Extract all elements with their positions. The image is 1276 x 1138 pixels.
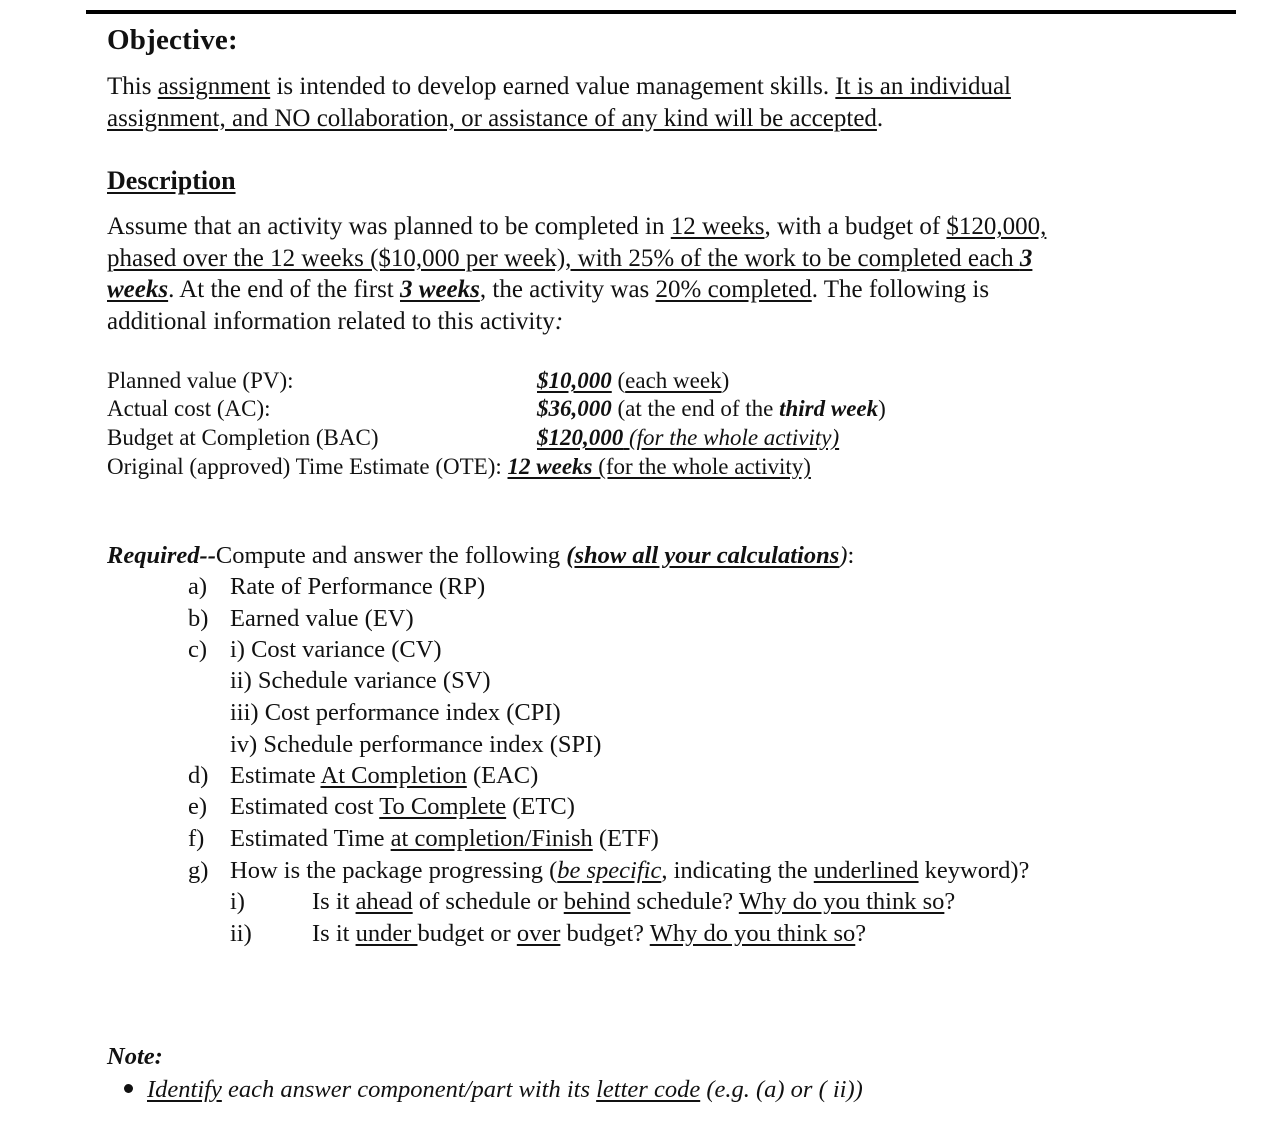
list-item-c-iv: iv) Schedule performance index (SPI): [230, 731, 602, 758]
note-heading: Note:: [107, 1043, 163, 1070]
list-item-c-letter: c): [188, 636, 208, 663]
objective-paragraph: [107, 71, 1207, 134]
pv-label: Planned value (PV):: [107, 368, 294, 393]
top-horizontal-rule: [86, 10, 1236, 14]
list-item-d-letter: d): [188, 762, 209, 789]
description-line-1: Assume that an activity was planned to be completed in 12 weeks, with a budget of $120,000,: [107, 213, 1047, 240]
required-lead: Required--Compute and answer the following (show all your calculations):: [107, 542, 855, 569]
ac-label: Actual cost (AC):: [107, 396, 271, 421]
ote-value: 12 weeks: [507, 454, 593, 479]
list-item-c-i: i) Cost variance (CV): [230, 636, 442, 663]
list-item-e-text: Estimated cost To Complete (ETC): [230, 793, 575, 820]
list-item-g-letter: g): [188, 857, 209, 884]
description-paragraph: [107, 211, 1237, 337]
list-item-g-ii-letter: ii): [230, 920, 252, 947]
list-item-a-text: Rate of Performance (RP): [230, 573, 486, 600]
list-item-b-letter: b): [188, 605, 209, 632]
pv-row: [107, 366, 294, 395]
list-item-e-letter: e): [188, 793, 208, 820]
list-item-g-i-letter: i): [230, 888, 245, 915]
list-item-f-letter: f): [188, 825, 205, 852]
ote-row: Original (approved) Time Estimate (OTE): 12 weeks (for the whole activity): [107, 454, 811, 479]
bac-label: Budget at Completion (BAC): [107, 425, 379, 450]
ac-value-row: $36,000 (at the end of the third week): [537, 396, 886, 421]
list-item-g-i-text: Is it ahead of schedule or behind schedule? Why do you think so?: [312, 888, 956, 915]
objective-line-2: assignment, and NO collaboration, or assistance of any kind will be accepted.: [107, 104, 884, 132]
ac-value: $36,000: [537, 396, 612, 421]
bac-row: [107, 423, 379, 452]
list-item-c-iii: iii) Cost performance index (CPI): [230, 699, 561, 726]
ac-row: [107, 394, 271, 423]
list-item-g-text: How is the package progressing (be specific, indicating the underlined keyword)?: [230, 857, 1030, 884]
description-heading: Description: [107, 166, 236, 195]
list-item-f-text: Estimated Time at completion/Finish (ETF): [230, 825, 659, 852]
list-item-g-ii-text: Is it under budget or over budget? Why do you think so?: [312, 920, 867, 947]
bac-value: $120,000: [537, 425, 624, 450]
list-item-a-letter: a): [188, 573, 208, 600]
pv-value-row: $10,000 (each week): [537, 368, 730, 393]
list-item-d-text: Estimate At Completion (EAC): [230, 762, 539, 789]
list-item-b-text: Earned value (EV): [230, 605, 414, 632]
description-line-3: weeks. At the end of the first 3 weeks, the activity was 20% completed. The following is: [107, 276, 990, 303]
list-item-c-ii: ii) Schedule variance (SV): [230, 667, 491, 694]
bullet-icon: [124, 1084, 133, 1093]
objective-heading: Objective:: [107, 24, 238, 56]
description-line-2: phased over the 12 weeks ($10,000 per week), with 25% of the work to be completed each 3: [107, 244, 1033, 272]
pv-value: $10,000: [537, 368, 612, 393]
objective-line-1: This assignment is intended to develop earned value management skills. It is an individual: [107, 73, 1011, 100]
description-line-4: additional information related to this activity:: [107, 307, 564, 335]
note-bullet: Identify each answer component/part with its letter code (e.g. (a) or ( ii)): [124, 1074, 863, 1105]
ote-label: Original (approved) Time Estimate (OTE):: [107, 454, 508, 479]
bac-value-row: $120,000 (for the whole activity): [537, 425, 840, 450]
